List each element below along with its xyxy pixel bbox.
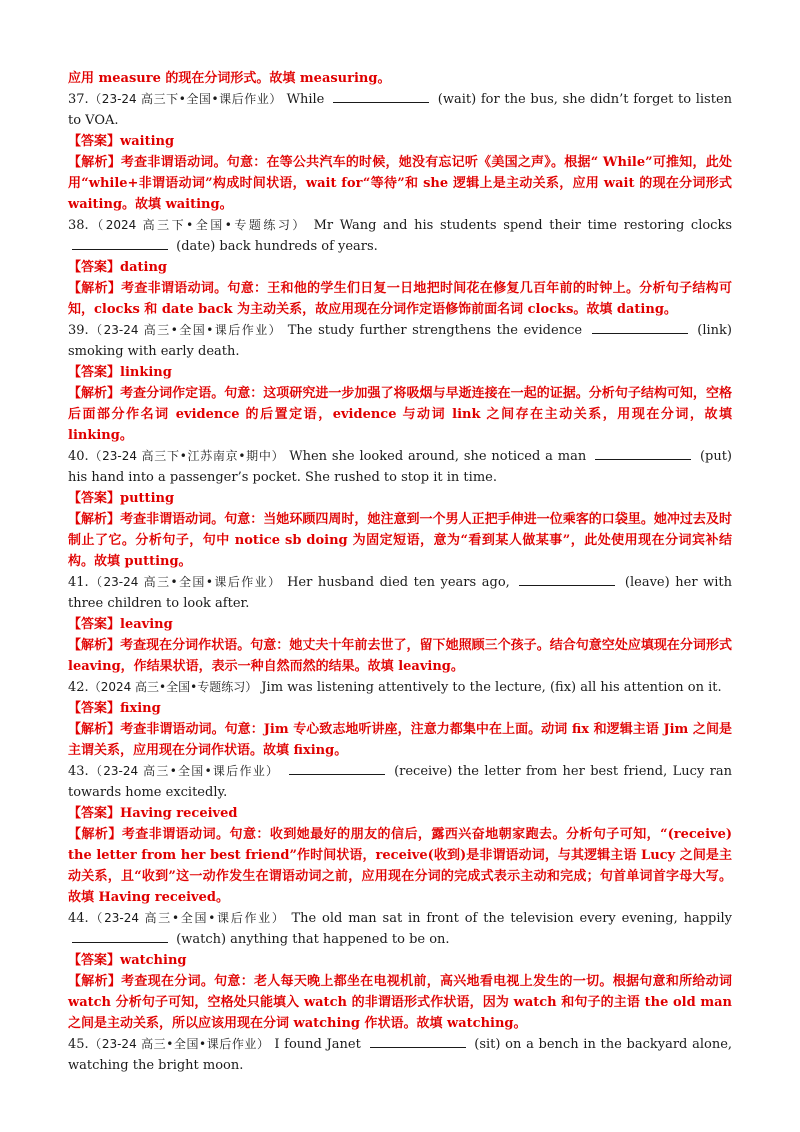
explanation-tag: 【解析】 xyxy=(68,722,121,737)
answer-blank xyxy=(289,761,385,775)
explanation-tag: 【解析】 xyxy=(68,827,122,842)
question-source: （23-24 高三•全国•课后作业） xyxy=(88,1037,270,1051)
answer-blank xyxy=(592,320,688,334)
answer-blank xyxy=(370,1034,466,1048)
explanation-44 xyxy=(68,971,732,1034)
explanation-text: 考查分词作定语。句意：这项研究进一步加强了将吸烟与早逝连接在一起的证据。分析句子结构可知，空格后面部分作名词 evidence 的后置定语，evidence 与动词 link 之间存在主动关系，用现在分词，故填 linking。 xyxy=(68,386,732,443)
answer-37 xyxy=(68,131,732,152)
question-source: （23-24 高三下•全国•课后作业） xyxy=(88,92,282,106)
explanation-text: 考查非谓语动词。句意：Jim 专心致志地听讲座，注意力都集中在上面。动词 fix 和逻辑主语 Jim 之间是主谓关系，应用现在分词作状语。故填 fixing。 xyxy=(68,722,732,758)
question-text: Mr Wang and his students spend their time restoring clocks xyxy=(313,218,733,233)
question-number: 45. xyxy=(68,1037,89,1052)
answer-value: leaving xyxy=(120,617,173,632)
answer-tag: 【答案】 xyxy=(68,260,121,275)
explanation-tag: 【解析】 xyxy=(68,974,122,989)
question-text: When she looked around, she noticed a man xyxy=(289,449,587,464)
answer-value: dating xyxy=(120,260,168,275)
question-text: Her husband died ten years ago, xyxy=(287,575,510,590)
question-number: 40. xyxy=(68,449,89,464)
question-number: 37. xyxy=(68,92,89,107)
explanation-text: 考查非谓语动词。句意：在等公共汽车的时候，她没有忘记听《美国之声》。根据“ While”可推知，此处用“while+非谓语动词”构成时间状语，wait for“等待”和 she 逻辑上是主动关系，应用 wait 的现在分词形式 waiting。故填 waiting。 xyxy=(68,155,732,212)
question-number: 42. xyxy=(68,680,89,695)
question-source: （23-24 高三下•江苏南京•期中） xyxy=(88,449,285,463)
question-37 xyxy=(68,89,732,131)
question-41 xyxy=(68,572,732,614)
explanation-41 xyxy=(68,635,732,677)
question-text: (sit) on a bench in the backyard alone, watching the bright moon. xyxy=(68,1037,733,1073)
explanation-text: 考查非谓语动词。句意：当她环顾四周时，她注意到一个男人正把手伸进一位乘客的口袋里。她冲过去及时制止了它。分析句子，句中 notice sb doing 为固定短语，意为“看到某人做某事”，此处使用现在分词宾补结构。故填 putting。 xyxy=(68,512,732,569)
explanation-tag: 【解析】 xyxy=(68,386,121,401)
explanation-text: 考查非谓语动词。句意：收到她最好的朋友的信后，露西兴奋地朝家跑去。分析句子可知，“(receive) the letter from her best friend”作时间状语，receive(收到)是非谓语动词，与其逻辑主语 Lucy 之间是主动关系，且“收到”这一动作发生在谓语动词之前，应用现在分词的完成式表示主动和完成；句首单词首字母大写。故填 Having received。 xyxy=(68,827,732,905)
question-40 xyxy=(68,446,732,488)
question-44 xyxy=(68,908,732,950)
question-42 xyxy=(68,677,732,698)
question-text: The old man sat in front of the television every evening, happily xyxy=(291,911,732,926)
question-text: (fix) all his attention on it. xyxy=(549,680,722,695)
answer-tag: 【答案】 xyxy=(68,806,121,821)
question-text: (leave) her with three children to look after. xyxy=(68,575,732,611)
question-source: （23-24 高三•全国•课后作业） xyxy=(88,323,283,337)
question-text: (put) his hand into a passenger’s pocket. She rushed to stop it in time. xyxy=(68,449,732,485)
question-source: （23-24 高三•全国•课后作业） xyxy=(88,764,280,778)
answer-41 xyxy=(68,614,732,635)
question-text: (watch) anything that happened to be on. xyxy=(176,932,450,947)
answer-tag: 【答案】 xyxy=(68,365,121,380)
explanation-39 xyxy=(68,383,732,446)
question-number: 41. xyxy=(68,575,89,590)
answer-blank xyxy=(72,929,168,943)
answer-44 xyxy=(68,950,732,971)
question-source: （23-24 高三•全国•课后作业） xyxy=(88,911,286,925)
explanation-tag: 【解析】 xyxy=(68,281,122,296)
question-source: （23-24 高三•全国•课后作业） xyxy=(88,575,282,589)
question-text: The study further strengthens the evidence xyxy=(287,323,583,338)
answer-tag: 【答案】 xyxy=(68,617,121,632)
question-number: 39. xyxy=(68,323,89,338)
answer-tag: 【答案】 xyxy=(68,134,121,149)
question-source: （2024 高三下•全国•专题练习） xyxy=(88,218,307,232)
question-43 xyxy=(68,761,732,803)
answer-40 xyxy=(68,488,732,509)
question-number: 38. xyxy=(68,218,89,233)
question-text: (link) smoking with early death. xyxy=(68,323,732,359)
answer-value: linking xyxy=(120,365,172,380)
explanation-43 xyxy=(68,824,732,908)
answer-value: putting xyxy=(120,491,175,506)
answer-tag: 【答案】 xyxy=(68,701,121,716)
answer-blank xyxy=(519,572,615,586)
question-text: (date) back hundreds of years. xyxy=(176,239,378,254)
explanation-continued: 应用 measure 的现在分词形式。故填 measuring。 xyxy=(68,71,391,86)
answer-blank xyxy=(333,89,429,103)
question-38 xyxy=(68,215,732,257)
question-39 xyxy=(68,320,732,362)
answer-43 xyxy=(68,803,732,824)
explanation-text: 考查非谓语动词。句意：王和他的学生们日复一日地把时间花在修复几百年前的时钟上。分析句子结构可知，clocks 和 date back 为主动关系，故应用现在分词作定语修饰前面名词 clocks。故填 dating。 xyxy=(68,281,732,317)
answer-blank xyxy=(595,446,691,460)
answer-42 xyxy=(68,698,732,719)
answer-value: waiting xyxy=(120,134,175,149)
explanation-text: 考查现在分词作状语。句意：她丈夫十年前去世了，留下她照顾三个孩子。结合句意空处应填现在分词形式 leaving，作结果状语，表示一种自然而然的结果。故填 leaving。 xyxy=(68,638,732,674)
answer-value: Having received xyxy=(120,806,238,821)
answer-value: watching xyxy=(120,953,187,968)
answer-tag: 【答案】 xyxy=(68,953,121,968)
explanation-tag: 【解析】 xyxy=(68,155,121,170)
answer-value: fixing xyxy=(120,701,161,716)
explanation-42 xyxy=(68,719,732,761)
explanation-40 xyxy=(68,509,732,572)
answer-38 xyxy=(68,257,732,278)
question-45 xyxy=(68,1034,732,1076)
question-source: （2024 高三•全国•专题练习） xyxy=(88,680,258,694)
answer-blank xyxy=(72,236,168,250)
document-page xyxy=(68,68,732,1076)
explanation-text: 考查现在分词。句意：老人每天晚上都坐在电视机前，高兴地看电视上发生的一切。根据句意和所给动词 watch 分析句子可知，空格处只能填入 watch 的非谓语形式作状语，因为 watch 和句子的主语 the old man 之间是主动关系，所以应该用现在分词 watching 作状语。故填 watching。 xyxy=(68,974,732,1031)
explanation-37 xyxy=(68,152,732,215)
question-text: I found Janet xyxy=(274,1037,361,1052)
question-number: 43. xyxy=(68,764,89,779)
explanation-tag: 【解析】 xyxy=(68,638,121,653)
question-text: (wait) for the bus, she didn’t forget to listen to VOA. xyxy=(68,92,733,128)
explanation-tag: 【解析】 xyxy=(68,512,121,527)
question-text: Jim was listening attentively to the lecture, xyxy=(261,680,546,695)
answer-39 xyxy=(68,362,732,383)
answer-tag: 【答案】 xyxy=(68,491,121,506)
question-text: (receive) the letter from her best friend, Lucy ran towards home excitedly. xyxy=(68,764,733,800)
question-number: 44. xyxy=(68,911,89,926)
question-text: While xyxy=(286,92,325,107)
explanation-38 xyxy=(68,278,732,320)
